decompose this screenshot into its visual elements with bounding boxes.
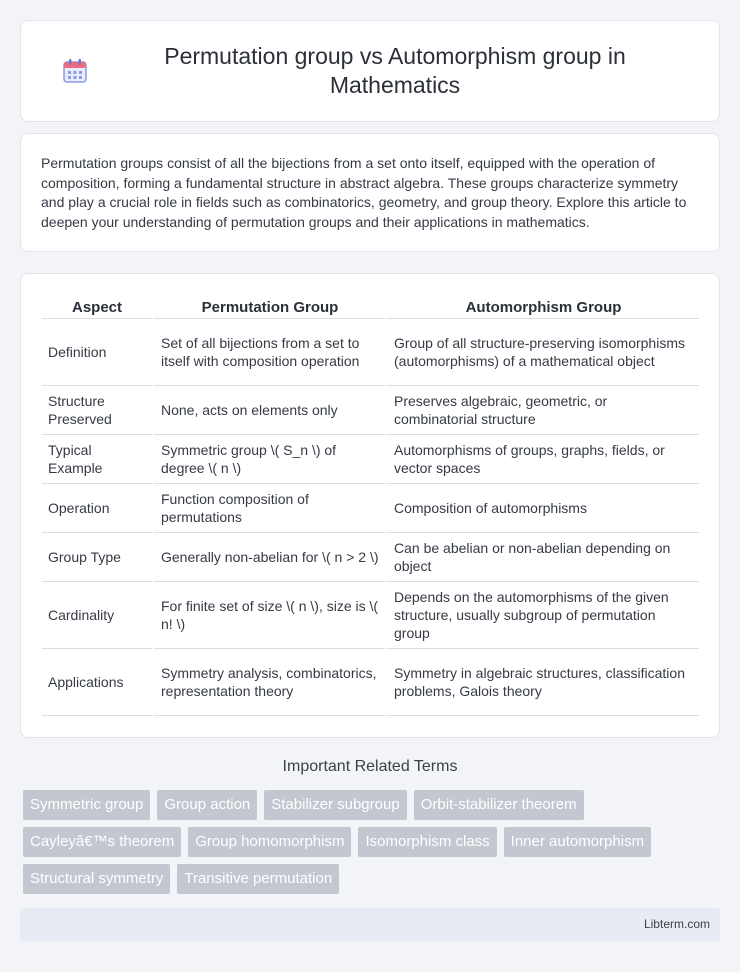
table-cell-automorphism: Depends on the automorphisms of the given structure, usually subgroup of permutation group [385,582,699,649]
related-term-tag[interactable]: Transitive permutation [177,864,339,894]
table-cell-permutation: Function composition of permutations [152,484,385,533]
related-term-tag[interactable]: Inner automorphism [504,827,651,857]
intro-text: Permutation groups consist of all the bijections from a set onto itself, equipped with the operation of composition, forming a fundamental structure in abstract algebra. These groups characterize symmetry and play a crucial role in fields such as combinatorics, geometry, and group theory. Explore this article to deepen your understanding of permutation groups and their applications in mathematics. [41,155,687,230]
table-row [42,649,699,716]
table-cell-permutation: Symmetry analysis, combinatorics, representation theory [152,649,385,716]
related-term-tag[interactable]: Structural symmetry [23,864,170,894]
footer [20,908,720,941]
table-cell-automorphism: Composition of automorphisms [385,484,699,533]
table-cell-aspect: Structure Preserved [42,386,152,435]
related-term-tag[interactable]: Symmetric group [23,790,150,820]
table-cell-aspect: Applications [42,649,152,716]
related-term-tag[interactable]: Stabilizer subgroup [264,790,406,820]
page-title: Permutation group vs Automorphism group in Mathematics [164,43,626,98]
related-term-tag[interactable]: Group action [157,790,257,820]
footer-brand-link[interactable]: Libterm.com [643,917,710,931]
table-cell-aspect: Typical Example [42,435,152,484]
table-cell-automorphism: Automorphisms of groups, graphs, fields, or vector spaces [385,435,699,484]
table-cell-permutation: Symmetric group \( S_n \) of degree \( n \) [152,435,385,484]
table-cell-permutation: None, acts on elements only [152,386,385,435]
table-cell-automorphism: Can be abelian or non-abelian depending on object [385,533,699,582]
table-row [42,435,699,484]
header-card [20,20,720,122]
table-row [42,319,699,386]
comparison-table-card [20,273,720,738]
table-cell-permutation: For finite set of size \( n \), size is \( n! \) [152,582,385,649]
related-term-tag[interactable]: Group homomorphism [188,827,351,857]
header-aspect: Aspect [42,292,152,319]
table-cell-aspect: Definition [42,319,152,386]
table-cell-permutation: Generally non-abelian for \( n > 2 \) [152,533,385,582]
table-row [42,533,699,582]
header-permutation-group: Permutation Group [152,292,385,319]
table-header-row [42,292,699,319]
table-cell-automorphism: Group of all structure-preserving isomorphisms (automorphisms) of a mathematical object [385,319,699,386]
comparison-table [42,292,699,716]
table-cell-permutation: Set of all bijections from a set to itself with composition operation [152,319,385,386]
related-term-tag[interactable]: Isomorphism class [358,827,496,857]
calendar-icon [61,57,89,85]
header-automorphism-group: Automorphism Group [385,292,699,319]
table-row [42,582,699,649]
intro-card [20,133,720,252]
table-cell-automorphism: Preserves algebraic, geometric, or combinatorial structure [385,386,699,435]
related-term-tag[interactable]: Orbit-stabilizer theorem [414,790,584,820]
table-cell-aspect: Cardinality [42,582,152,649]
table-row [42,484,699,533]
related-terms-title: Important Related Terms [282,758,458,775]
related-term-tag[interactable]: Cayleyâ€™s theorem [23,827,181,857]
table-cell-aspect: Group Type [42,533,152,582]
table-cell-automorphism: Symmetry in algebraic structures, classification problems, Galois theory [385,649,699,716]
related-terms-list [23,790,723,894]
table-cell-aspect: Operation [42,484,152,533]
table-row [42,386,699,435]
